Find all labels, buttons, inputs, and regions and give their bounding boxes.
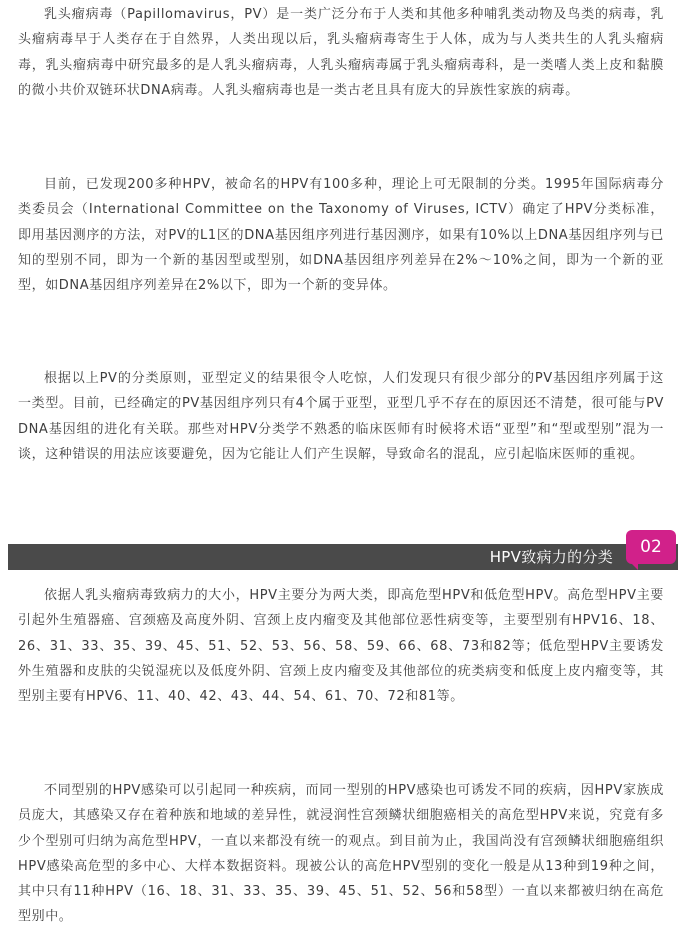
section-header-bar xyxy=(8,544,678,570)
paragraph-subtype-definition: 根据以上PV的分类原则，亚型定义的结果很令人吃惊，人们发现只有很少部分的PV基因组序列属于这一类型。目前，已经确定的PV基因组序列只有4个属于亚型，亚型几乎不存在的原因还不清楚，很可能与PV DNA基因组的进化有关联。那些对HPV分类学不熟悉的临床医师有时候将术语“亚型”和“型或型别”混为一谈，这种错误的用法应该要避免，因为它能让人们产生误解，导致命名的混乱，应引起临床医师的重视。 xyxy=(18,371,664,462)
paragraph-papillomavirus-intro: 乳头瘤病毒（Papillomavirus，PV）是一类广泛分布于人类和其他多种哺乳类动物及鸟类的病毒，乳头瘤病毒早于人类存在于自然界，人类出现以后，乳头瘤病毒寄生于人体，成为与人类共生的人乳头瘤病毒，乳头瘤病毒中研究最多的是人乳头瘤病毒，人乳头瘤病毒属于乳头瘤病毒科，是一类嗜人类上皮和黏膜的微小共价双链环状DNA病毒。人乳头瘤病毒也是一类古老且具有庞大的异族性家族的病毒。 xyxy=(18,7,664,98)
paragraph-hpv-classification: 目前，已发现200多种HPV，被命名的HPV有100多种，理论上可无限制的分类。1995年国际病毒分类委员会（International Committee on the Taxonomy of Viruses, ICTV）确定了HPV分类标准，即用基因测序的方法，对PV的L1区的DNA基因组序列进行基因测序，如果有10%以上DNA基因组序列与已知的型别不同，即为一个新的基因型或型别，如DNA基因组序列差异在2%～10%之间，即为一个新的亚型，如DNA基因组序列差异在2%以下，即为一个新的变异体。 xyxy=(18,177,664,294)
paragraph-high-risk-types: 不同型别的HPV感染可以引起同一种疾病，而同一型别的HPV感染也可诱发不同的疾病，因HPV家族成员庞大，其感染又存在着种族和地域的差异性，就浸润性宫颈鳞状细胞癌相关的高危型HPV来说，究竟有多少个型别可归纳为高危型HPV，一直以来都没有统一的观点。到目前为止，我国尚没有宫颈鳞状细胞癌组织HPV感染高危型的多中心、大样本数据资料。现被公认的高危HPV型别的变化一般是从13种到19种之间，其中只有11种HPV（16、18、31、33、35、39、45、51、52、56和58型）一直以来都被归纳在高危型别中。 xyxy=(18,783,664,925)
section-number-badge: 02 xyxy=(626,530,676,564)
section-title: HPV致病力的分类 xyxy=(489,548,613,566)
paragraph-risk-types: 依据人乳头瘤病毒致病力的大小，HPV主要分为两大类，即高危型HPV和低危型HPV。高危型HPV主要引起外生殖器癌、宫颈癌及高度外阴、宫颈上皮内瘤变及其他部位恶性病变等，主要型别有HPV16、18、26、31、33、35、39、45、51、52、53、56、58、59、66、68、73和82等；低危型HPV主要诱发外生殖器和皮肤的尖锐湿疣以及低度外阴、宫颈上皮内瘤变及其他部位的疣类病变和低度上皮内瘤变等，其型别主要有HPV6、11、40、42、43、44、54、61、70、72和81等。 xyxy=(18,588,664,705)
